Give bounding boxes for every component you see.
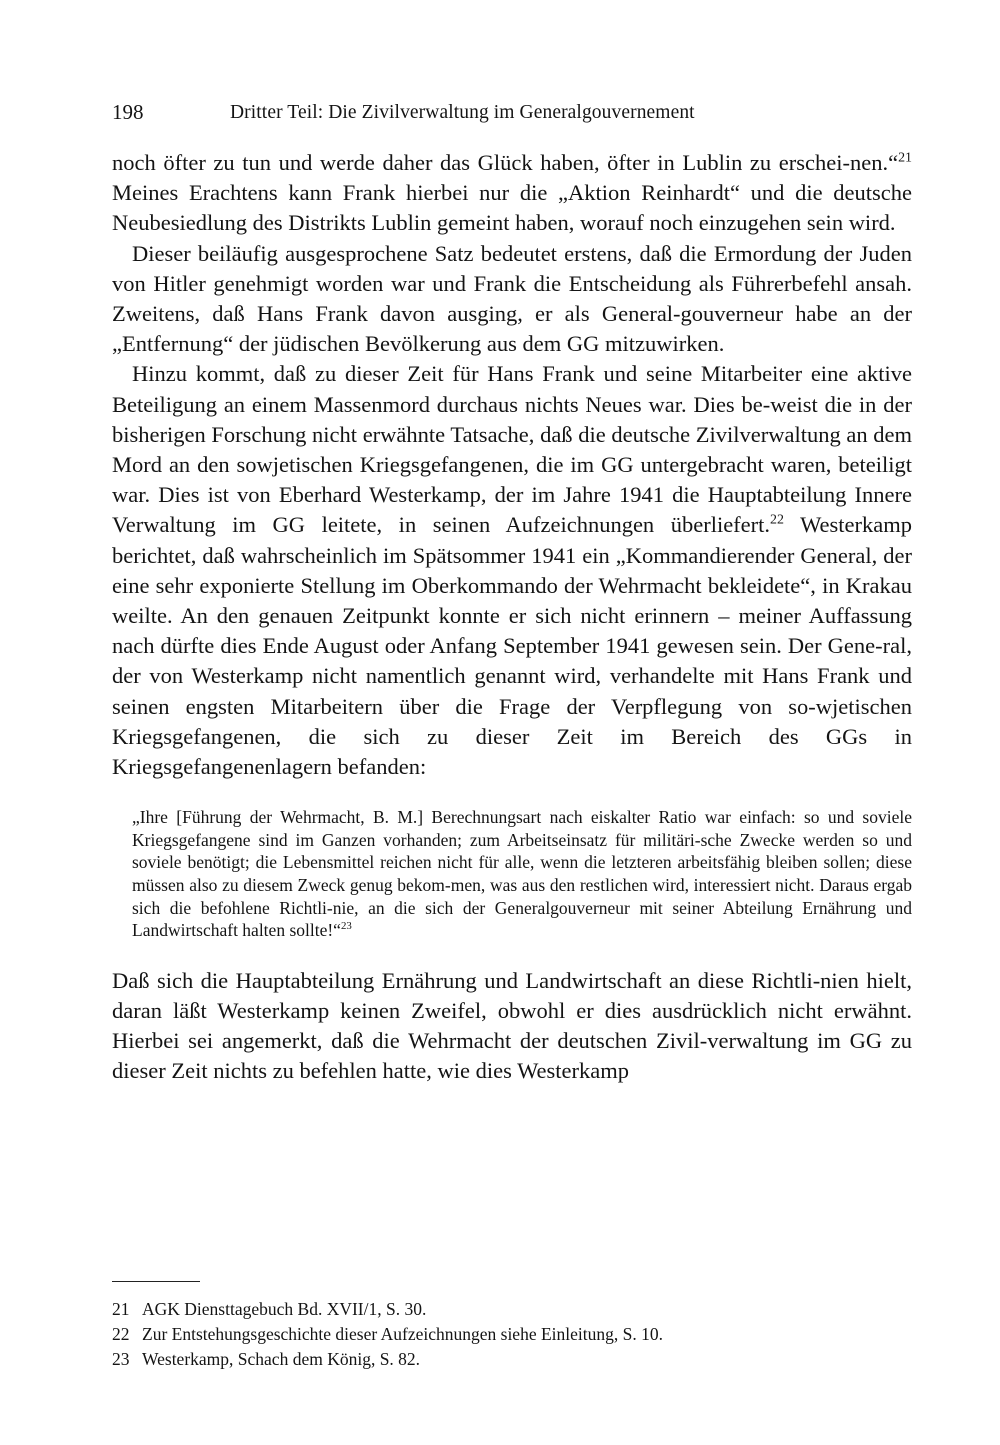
paragraph (112, 966, 912, 1087)
main-text (112, 148, 912, 1087)
footnote (112, 1347, 912, 1372)
footnotes (112, 1297, 912, 1372)
paragraph-text: Hinzu kommt, daß zu dieser Zeit für Hans Frank und seine Mitarbeiter eine aktive Beteiligung an einem Massenmord durchaus nichts Neues war. Dies be-weist die in der bisherigen Forschung nicht erwähnte Tatsache, daß die deutsche Zivilverwaltung an dem Mord an den sowjetischen Kriegsgefangenen, die im GG untergebracht waren, beteiligt war. Dies ist von Eberhard Westerkamp, der im Jahre 1941 die Hauptabteilung Innere Verwaltung im GG leitete, in seinen Aufzeichnungen überliefert. (112, 361, 912, 538)
paragraph-text: Daß sich die Hauptabteilung Ernährung und Landwirtschaft an diese Richtli-nien hielt, daran läßt Westerkamp keinen Zweifel, obwohl er dies ausdrücklich nicht erwähnt. Hierbei sei angemerkt, daß die Wehrmacht der deutschen Zivil-verwaltung im GG zu dieser Zeit nichts zu befehlen hatte, wie dies Westerkamp (112, 967, 912, 1084)
paragraph-text: Dieser beiläufig ausgesprochene Satz bedeutet erstens, daß die Ermordung der Juden von Hitler genehmigt worden war und Frank die Entscheidung als Führerbefehl ansah. Zweitens, daß Hans Frank davon ausging, er als General-gouverneur habe an der „Entfernung“ der jüdischen Bevölkerung aus dem GG mitzuwirken. (112, 240, 912, 357)
paragraph-continued (112, 148, 912, 239)
footnote-text: Westerkamp, Schach dem König, S. 82. (142, 1349, 421, 1369)
paragraph-text: Meines Erachtens kann Frank hierbei nur die „Aktion Reinhardt“ und die deutsche Neubesiedlung des Distrikts Lublin gemeint haben, worauf noch einzugehen sein wird. (112, 180, 912, 236)
footnote (112, 1297, 912, 1322)
block-quote (132, 806, 912, 942)
footnote-number: 22 (112, 1324, 130, 1344)
footnote-divider (112, 1281, 200, 1282)
quote-text: „Ihre [Führung der Wehrmacht, B. M.] Berechnungsart nach eiskalter Ratio war einfach: so und soviele Kriegsgefangene sind im Ganzen vorhanden; zum Arbeitseinsatz für militäri-sche Zwecke werden so und soviele benötigt; die Lebensmittel reichen nicht für alle, wenn die letzteren arbeitsfähig bleiben sollen; diese müssen also zu diesem Zweck genug bekom-men, was aus den restlichen wird, interessiert nicht. Daraus ergab sich die befohlene Richtli-nie, an die sich der Generalgouverneur mit seiner Abteilung Ernährung und Landwirtschaft halten sollte!“ (132, 807, 912, 941)
footnote-number: 23 (112, 1349, 130, 1369)
footnote-reference: 21 (898, 150, 912, 166)
paragraph (112, 239, 912, 360)
footnote-text: Zur Entstehungsgeschichte dieser Aufzeichnungen siehe Einleitung, S. 10. (142, 1324, 663, 1344)
footnote (112, 1322, 912, 1347)
footnote-reference: 23 (340, 920, 352, 933)
footnote-text: AGK Diensttagebuch Bd. XVII/1, S. 30. (142, 1299, 427, 1319)
paragraph-text: Westerkamp berichtet, daß wahrscheinlich im Spätsommer 1941 ein „Kommandierender General, der eine sehr exponierte Stellung im Oberkommando der Wehrmacht bekleidete“, in Krakau weilte. An den genauen Zeitpunkt konnte er sich nicht erinnern – meiner Auffassung nach dürfte dies Ende August oder Anfang September 1941 gewesen sein. Der Gene-ral, der von Westerkamp nicht namentlich genannt wird, verhandelte mit Hans Frank und seinen engsten Mitarbeitern über die Frage der Verpflegung von so-wjetischen Kriegsgefangenen, die sich zu dieser Zeit im Bereich des GGs in Kriegsgefangenenlagern befanden: (112, 512, 912, 780)
paragraph-text: noch öfter zu tun und werde daher das Glück haben, öfter in Lublin zu erschei-nen.“ (112, 150, 899, 175)
running-head: Dritter Teil: Die Zivilverwaltung im Generalgouvernement (230, 102, 695, 123)
footnote-reference: 22 (770, 512, 784, 528)
page-number: 198 (112, 100, 144, 124)
paragraph (112, 359, 912, 782)
footnote-number: 21 (112, 1299, 130, 1319)
page-header (112, 100, 912, 134)
